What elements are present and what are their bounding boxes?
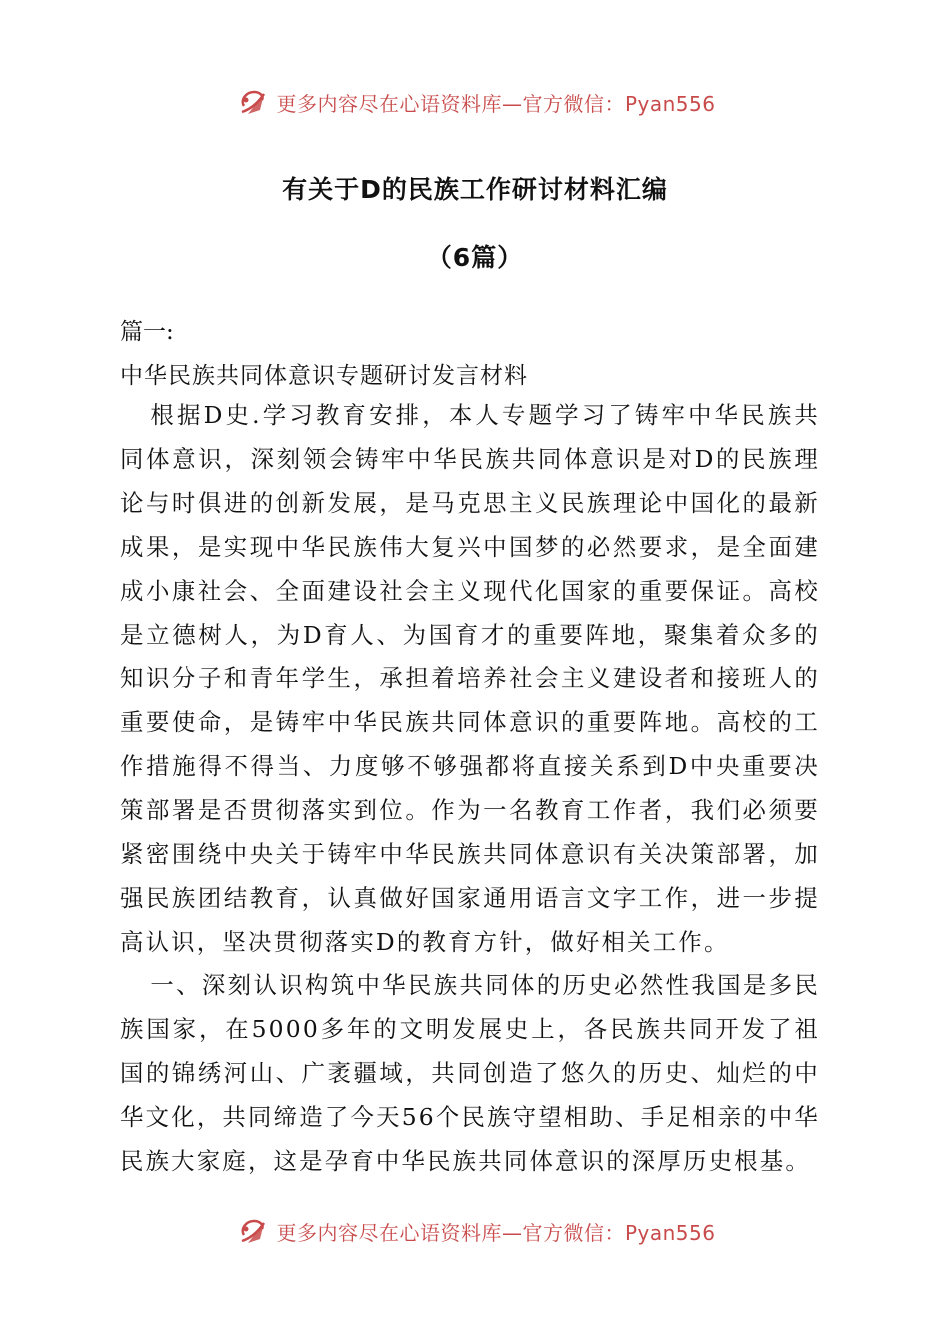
pen-logo-icon [234, 1213, 270, 1249]
document-title: 有关于D的民族工作研讨材料汇编 [282, 175, 668, 204]
pen-logo-icon [234, 84, 270, 120]
footer-watermark-banner [0, 1211, 950, 1251]
watermark-text: 更多内容尽在心语资料库—官方微信：Pyan556 [276, 1220, 716, 1245]
header-watermark-banner [0, 82, 950, 122]
watermark-text: 更多内容尽在心语资料库—官方微信：Pyan556 [276, 91, 716, 116]
section-heading: 中华民族共同体意识专题研讨发言材料 [120, 363, 528, 389]
body-paragraph-2: 一、深刻认识构筑中华民族共同体的历史必然性我国是多民族国家，在5000多年的文明发展史上，各民族共同开发了祖国的锦绣河山、广袤疆域，共同创造了悠久的历史、灿烂的中华文化，共同缔造了今天56个民族守望相助、手足相亲的中华民族大家庭，这是孕育中华民族共同体意识的深厚历史根基。 [120, 971, 820, 1175]
body-paragraph-1: 根据D史.学习教育安排，本人专题学习了铸牢中华民族共同体意识，深刻领会铸牢中华民族共同体意识是对D的民族理论与时俱进的创新发展，是马克思主义民族理论中国化的最新成果，是实现中华民族伟大复兴中国梦的必然要求，是全面建成小康社会、全面建设社会主义现代化国家的重要保证。高校是立德树人，为D育人、为国育才的重要阵地，聚集着众多的知识分子和青年学生，承担着培养社会主义建设者和接班人的重要使命，是铸牢中华民族共同体意识的重要阵地。高校的工作措施得不得当、力度够不够强都将直接关系到D中央重要决策部署是否贯彻落实到位。作为一名教育工作者，我们必须要紧密围绕中央关于铸牢中华民族共同体意识有关决策部署，加强民族团结教育，认真做好国家通用语言文字工作，进一步提高认识，坚决贯彻落实D的教育方针，做好相关工作。 [120, 401, 820, 956]
section-label: 篇一: [120, 319, 174, 345]
document-subtitle: （6篇） [426, 243, 524, 272]
